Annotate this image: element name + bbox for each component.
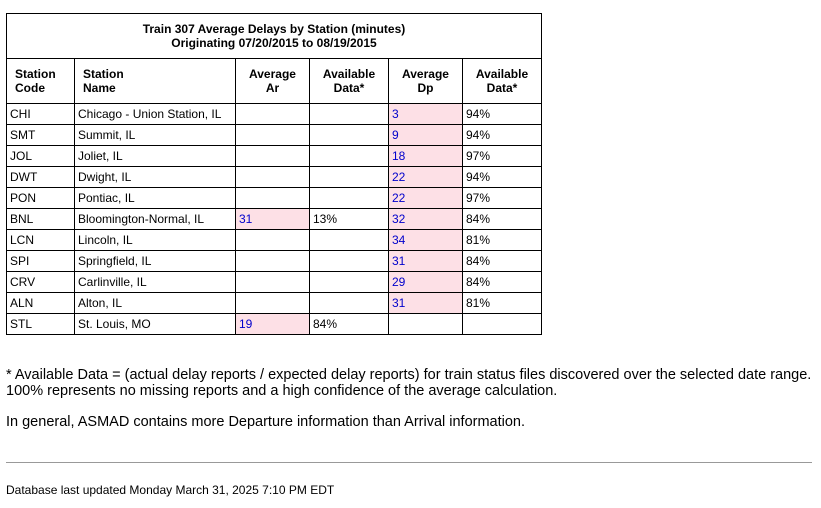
cell-average-dp: 34 (389, 230, 463, 251)
cell-average-ar (236, 230, 310, 251)
cell-station-code: PON (7, 188, 75, 209)
cell-station-name: Joliet, IL (75, 146, 236, 167)
delays-table (6, 13, 542, 335)
cell-available-dp: 81% (463, 230, 542, 251)
cell-average-dp: 29 (389, 272, 463, 293)
cell-station-name: Alton, IL (75, 293, 236, 314)
header-available-data-dp: Available Data* (463, 59, 542, 104)
cell-average-dp: 31 (389, 251, 463, 272)
cell-average-dp: 31 (389, 293, 463, 314)
table-row (7, 230, 542, 251)
table-caption (7, 14, 542, 59)
table-row (7, 188, 542, 209)
cell-average-ar: 19 (236, 314, 310, 335)
cell-available-dp: 94% (463, 125, 542, 146)
cell-average-ar (236, 167, 310, 188)
cell-available-ar (310, 188, 389, 209)
cell-available-dp: 97% (463, 146, 542, 167)
table-caption-row (7, 14, 542, 59)
table-row (7, 293, 542, 314)
table-row (7, 125, 542, 146)
cell-station-name: Bloomington-Normal, IL (75, 209, 236, 230)
cell-available-dp: 84% (463, 209, 542, 230)
cell-station-name: Carlinville, IL (75, 272, 236, 293)
available-data-footnote: * Available Data = (actual delay reports / expected delay reports) for train status files discovered over the selected date range. 100% represents no missing reports and a high confidence of the average calculation. (6, 367, 812, 399)
general-note: In general, ASMAD contains more Departure information than Arrival information. (6, 414, 526, 430)
cell-station-name: Lincoln, IL (75, 230, 236, 251)
cell-average-dp: 32 (389, 209, 463, 230)
cell-station-code: DWT (7, 167, 75, 188)
cell-available-ar: 13% (310, 209, 389, 230)
table-title: Train 307 Average Delays by Station (minutes) (142, 22, 406, 36)
header-station-code: Station Code (7, 59, 75, 104)
cell-average-dp: 18 (389, 146, 463, 167)
table-row (7, 167, 542, 188)
table-row (7, 314, 542, 335)
cell-average-ar (236, 188, 310, 209)
header-available-data-ar: Available Data* (310, 59, 389, 104)
cell-available-dp: 84% (463, 272, 542, 293)
cell-average-dp: 9 (389, 125, 463, 146)
cell-station-code: STL (7, 314, 75, 335)
cell-available-dp: 84% (463, 251, 542, 272)
cell-average-dp: 22 (389, 167, 463, 188)
cell-available-dp: 94% (463, 104, 542, 125)
cell-available-ar (310, 293, 389, 314)
table-header-row (7, 59, 542, 104)
cell-average-ar (236, 125, 310, 146)
cell-station-code: ALN (7, 293, 75, 314)
cell-station-name: Chicago - Union Station, IL (75, 104, 236, 125)
table-row (7, 209, 542, 230)
cell-station-code: SMT (7, 125, 75, 146)
cell-average-dp: 22 (389, 188, 463, 209)
cell-available-dp: 97% (463, 188, 542, 209)
cell-station-name: Dwight, IL (75, 167, 236, 188)
table-row (7, 146, 542, 167)
cell-available-ar (310, 251, 389, 272)
database-last-updated: Database last updated Monday March 31, 2025 7:10 PM EDT (6, 483, 335, 497)
cell-available-ar (310, 272, 389, 293)
cell-available-ar (310, 167, 389, 188)
cell-available-dp: 94% (463, 167, 542, 188)
cell-average-ar: 31 (236, 209, 310, 230)
cell-available-ar (310, 125, 389, 146)
cell-average-ar (236, 251, 310, 272)
cell-station-name: Springfield, IL (75, 251, 236, 272)
cell-available-ar: 84% (310, 314, 389, 335)
table-row (7, 104, 542, 125)
cell-station-code: JOL (7, 146, 75, 167)
cell-station-name: Summit, IL (75, 125, 236, 146)
cell-available-dp: 81% (463, 293, 542, 314)
header-station-name: Station Name (75, 59, 236, 104)
cell-available-ar (310, 146, 389, 167)
cell-average-ar (236, 293, 310, 314)
table-body (7, 104, 542, 335)
cell-station-code: LCN (7, 230, 75, 251)
cell-station-code: SPI (7, 251, 75, 272)
cell-average-dp (389, 314, 463, 335)
cell-station-code: CHI (7, 104, 75, 125)
cell-average-dp: 3 (389, 104, 463, 125)
cell-station-code: BNL (7, 209, 75, 230)
cell-available-ar (310, 104, 389, 125)
table-row (7, 251, 542, 272)
cell-available-dp (463, 314, 542, 335)
cell-average-ar (236, 146, 310, 167)
cell-available-ar (310, 230, 389, 251)
table-subtitle: Originating 07/20/2015 to 08/19/2015 (171, 36, 377, 50)
header-average-dp: Average Dp (389, 59, 463, 104)
header-average-ar: Average Ar (236, 59, 310, 104)
cell-station-name: St. Louis, MO (75, 314, 236, 335)
cell-station-name: Pontiac, IL (75, 188, 236, 209)
cell-station-code: CRV (7, 272, 75, 293)
cell-average-ar (236, 104, 310, 125)
cell-average-ar (236, 272, 310, 293)
table-row (7, 272, 542, 293)
footer-divider (6, 462, 812, 463)
